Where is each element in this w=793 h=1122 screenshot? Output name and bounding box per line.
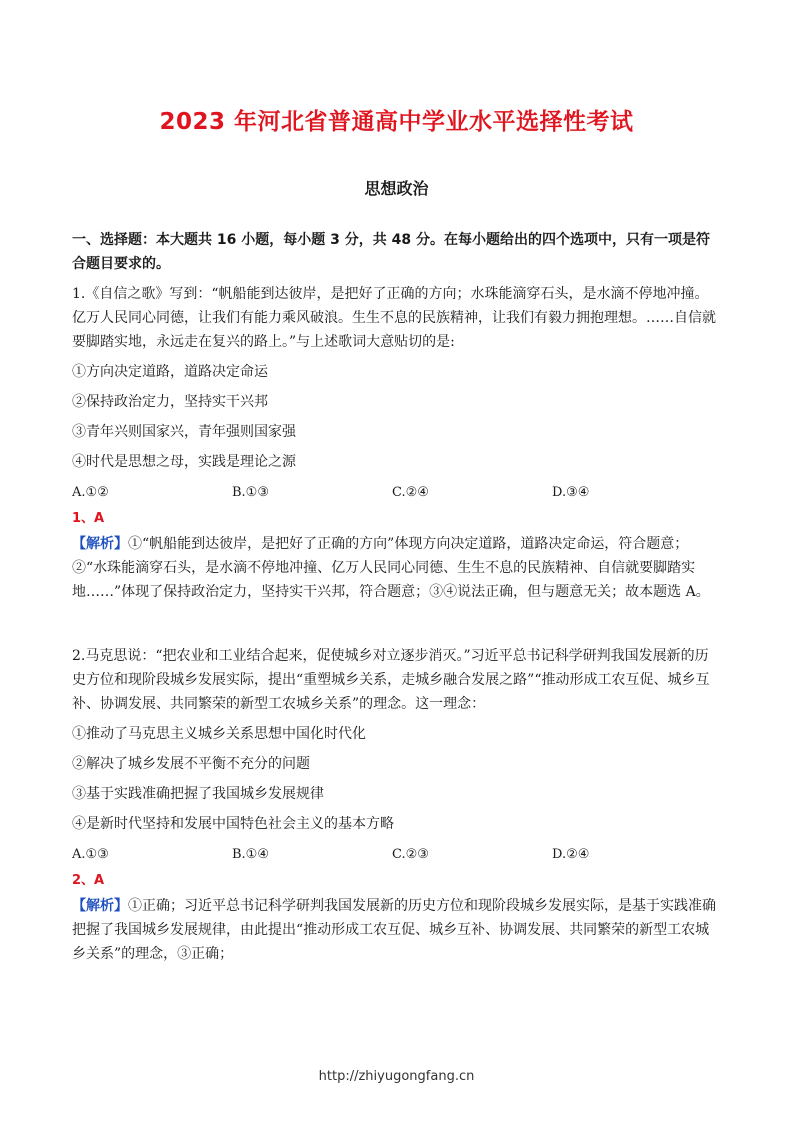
question-1 xyxy=(72,282,722,604)
option-item: ②保持政治定力，坚持实干兴邦 xyxy=(72,394,268,410)
choice-b: B.①③ xyxy=(232,485,269,500)
option-item: ③基于实践准确把握了我国城乡发展规律 xyxy=(72,786,324,802)
choice-a: A.①③ xyxy=(72,847,109,862)
question-stem: 1.《自信之歌》写到：“帆船能到达彼岸，是把好了正确的方向；水珠能滴穿石头，是水滴不停地冲撞。亿万人民同心同德，让我们有能力乘风破浪。生生不息的民族精神，让我们有毅力拥抱理想。……自信就要脚踏实地，永远走在复兴的路上。”与上述歌词大意贴切的是: xyxy=(72,286,716,350)
choice-c: C.②④ xyxy=(392,485,429,500)
explanation-tag: 【解析】 xyxy=(72,536,128,552)
choice-c: C.②③ xyxy=(392,847,429,862)
choice-d: D.③④ xyxy=(552,485,590,500)
document-body xyxy=(72,228,722,966)
section-instructions: 一、选择题：本大题共 16 小题，每小题 3 分，共 48 分。在每小题给出的四个选项中，只有一项是符合题目要求的。 xyxy=(72,232,710,272)
document-title: 2023 年河北省普通高中学业水平选择性考试 xyxy=(159,109,634,135)
option-item: ③青年兴则国家兴，青年强则国家强 xyxy=(72,424,296,440)
answer-key: 2、A xyxy=(72,873,105,888)
option-item: ④时代是思想之母，实践是理论之源 xyxy=(72,454,296,470)
option-item: ④是新时代坚持和发展中国特色社会主义的基本方略 xyxy=(72,816,394,832)
subject-heading: 思想政治 xyxy=(364,179,429,198)
option-item: ①推动了马克思主义城乡关系思想中国化时代化 xyxy=(72,726,366,742)
answer-choices xyxy=(72,843,722,867)
option-item: ①方向决定道路，道路决定命运 xyxy=(72,364,268,380)
footer-url[interactable]: http://zhiyugongfang.cn xyxy=(318,1069,475,1084)
option-item: ②解决了城乡发展不平衡不充分的问题 xyxy=(72,756,310,772)
spacer xyxy=(72,604,722,644)
explanation-tag: 【解析】 xyxy=(72,898,128,914)
question-stem: 2.马克思说：“把农业和工业结合起来，促使城乡对立逐步消灭。”习近平总书记科学研判我国发展新的历史方位和现阶段城乡发展实际，提出“重塑城乡关系，走城乡融合发展之路”“推动形成工农互促、城乡互补、协调发展、共同繁荣的新型工农城乡关系”的理念。这一理念： xyxy=(72,648,710,712)
choice-b: B.①④ xyxy=(232,847,269,862)
explanation xyxy=(72,894,722,966)
explanation-text: ①“帆船能到达彼岸，是把好了正确的方向”体现方向决定道路，道路决定命运，符合题意；②“水珠能滴穿石头，是水滴不停地冲撞、亿万人民同心同德、生生不息的民族精神、自信就要脚踏实地……”体现了保持政治定力，坚持实干兴邦，符合题意；③④说法正确，但与题意无关；故本题选 A。 xyxy=(72,536,710,600)
explanation xyxy=(72,532,722,604)
question-2 xyxy=(72,644,722,966)
explanation-text: ①正确；习近平总书记科学研判我国发展新的历史方位和现阶段城乡发展实际，是基于实践准确把握了我国城乡发展规律，由此提出“推动形成工农互促、城乡互补、协调发展、共同繁荣的新型工农城乡关系”的理念，③正确； xyxy=(72,898,716,962)
answer-key: 1、A xyxy=(72,511,105,526)
choice-a: A.①② xyxy=(72,485,109,500)
answer-choices xyxy=(72,481,722,505)
choice-d: D.②④ xyxy=(552,847,590,862)
